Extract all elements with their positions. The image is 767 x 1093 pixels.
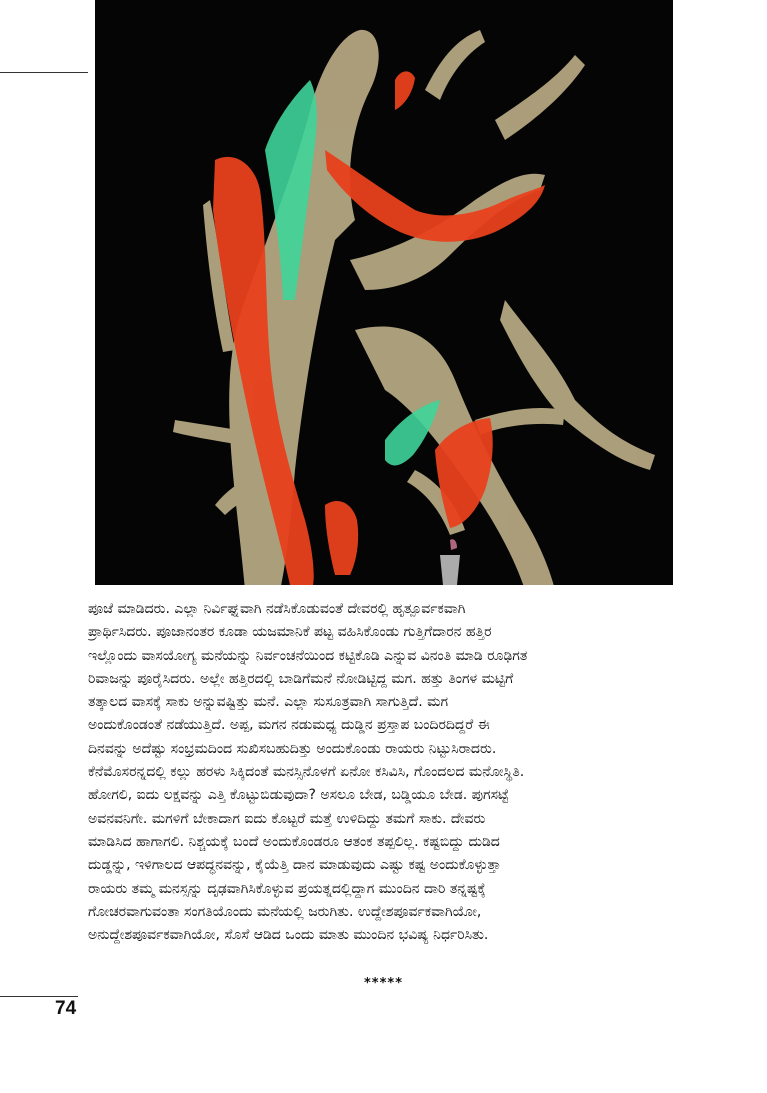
illustration — [95, 0, 673, 585]
article-line: ಅಂದುಕೊಂಡಂತೆ ನಡೆಯುತ್ತಿದೆ. ಅಪ್ಪ, ಮಗನ ನಡುಮಧ್ಯ ದುಡ್ಡಿನ ಪ್ರಸ್ತಾಪ ಬಂದಿರದಿದ್ದರೆ ಈ — [88, 717, 490, 734]
article-line: ರಾಯರು ತಮ್ಮ ಮನಸ್ಸನ್ನು ದೃಢವಾಗಿಸಿಕೊಳ್ಳುವ ಪ್ರಯತ್ನದಲ್ಲಿದ್ದಾಗ ಮುಂದಿನ ದಾರಿ ತನ್ನಷ್ಟಕ್ಕೆ — [88, 880, 486, 897]
article-line: ಇಲ್ಲೊಂದು ವಾಸಯೋಗ್ಯ ಮನೆಯನ್ನು ನಿರ್ವಂಚನೆಯಿಂದ ಕಟ್ಟಿಕೊಡಿ ಎನ್ನುವ ವಿನಂತಿ ಮಾಡಿ ರೂಢಿಗತ — [88, 647, 528, 664]
top-left-rule — [0, 72, 88, 73]
page-number: 74 — [55, 998, 77, 1019]
article-body — [88, 598, 682, 947]
article-line: ಕೆನೆಮೊಸರನ್ನದಲ್ಲಿ ಕಲ್ಲು ಹರಳು ಸಿಕ್ಕಿದಂತೆ ಮನಸ್ಸಿನೊಳಗೆ ಏನೋ ಕಸಿವಿಸಿ, ಗೊಂದಲದ ಮನೋಸ್ಥಿತಿ. — [88, 764, 525, 781]
article-line: ಮಾಡಿಸಿದ ಹಾಗಾಗಲಿ. ನಿಶ್ಚಯಕ್ಕೆ ಬಂದೆ ಅಂದುಕೊಂಡರೂ ಆತಂಕ ತಪ್ಪಲಿಲ್ಲ. ಕಷ್ಟಬಿದ್ದು ದುಡಿದ — [88, 833, 500, 850]
article-line: ಅನುದ್ದೇಶಪೂರ್ವಕವಾಗಿಯೋ, ಸೊಸೆ ಆಡಿದ ಒಂದು ಮಾತು ಮುಂದಿನ ಭವಿಷ್ಯ ನಿರ್ಧರಿಸಿತು. — [88, 927, 489, 944]
article-line: ಹೋಗಲಿ, ಐದು ಲಕ್ಷವನ್ನು ಎತ್ತಿ ಕೊಟ್ಟುಬಿಡುವುದಾ? ಅಸಲೂ ಬೇಡ, ಬಡ್ಡಿಯೂ ಬೇಡ. ಪುಗಸಟ್ಟೆ — [88, 787, 509, 804]
article-line: ಗೋಚರವಾಗುವಂತಾ ಸಂಗತಿಯೊಂದು ಮನೆಯಲ್ಲಿ ಜರುಗಿತು. ಉದ್ದೇಶಪೂರ್ವಕವಾಗಿಯೋ, — [88, 903, 482, 920]
section-separator: ***** — [364, 976, 403, 991]
article-line: ತತ್ಕಾಲದ ವಾಸಕ್ಕೆ ಸಾಕು ಅನ್ನುವಷ್ಟಿತ್ತು ಮನೆ. ಎಲ್ಲಾ ಸುಸೂತ್ರವಾಗಿ ಸಾಗುತ್ತಿದೆ. ಮಗ — [88, 694, 449, 711]
article-line: ರಿವಾಜನ್ನು ಪೂರೈಸಿದರು. ಅಲ್ಲೇ ಹತ್ತಿರದಲ್ಲಿ ಬಾಡಿಗೆಮನೆ ನೋಡಿಟ್ಟಿದ್ದ ಮಗ. ಹತ್ತು ತಿಂಗಳ ಮಟ್ಟಿಗೆ — [88, 670, 514, 687]
article-line: ಪ್ರಾರ್ಥಿಸಿದರು. ಪೂಜಾನಂತರ ಕೂಡಾ ಯಜಮಾನಿಕೆ ಪಟ್ಟ ವಹಿಸಿಕೊಂಡು ಗುತ್ತಿಗೆದಾರನ ಹತ್ತಿರ — [88, 624, 492, 641]
article-line: ದಿನವನ್ನು ಅದೆಷ್ಟು ಸಂಭ್ರಮದಿಂದ ಸುಖಿಸಬಹುದಿತ್ತು ಅಂದುಕೊಂಡು ರಾಯರು ನಿಟ್ಟುಸಿರಾದರು. — [88, 740, 497, 757]
bottom-left-rule — [0, 996, 78, 997]
article-line: ಅವನವನಿಗೇ. ಮಗಳಿಗೆ ಬೇಕಾದಾಗ ಐದು ಕೊಟ್ಟರೆ ಮತ್ತೆ ಉಳಿದಿದ್ದು ತಮಗೆ ಸಾಕು. ದೇವರು — [88, 810, 486, 827]
article-line: ಪೂಜೆ ಮಾಡಿದರು. ಎಲ್ಲಾ ನಿರ್ವಿಘ್ನವಾಗಿ ನಡೆಸಿಕೊಡುವಂತೆ ದೇವರಲ್ಲಿ ಹೃತ್ಪೂರ್ವಕವಾಗಿ — [88, 601, 466, 617]
abstract-dancing-figures-painting-icon — [95, 0, 673, 585]
article-line: ದುಡ್ಡನ್ನು, ಇಳಿಗಾಲದ ಆಪದ್ಧನವನ್ನು, ಕೈಯೆತ್ತಿ ದಾನ ಮಾಡುವುದು ಎಷ್ಟು ಕಷ್ಟ ಅಂದುಕೊಳ್ಳುತ್ತಾ — [88, 857, 501, 874]
